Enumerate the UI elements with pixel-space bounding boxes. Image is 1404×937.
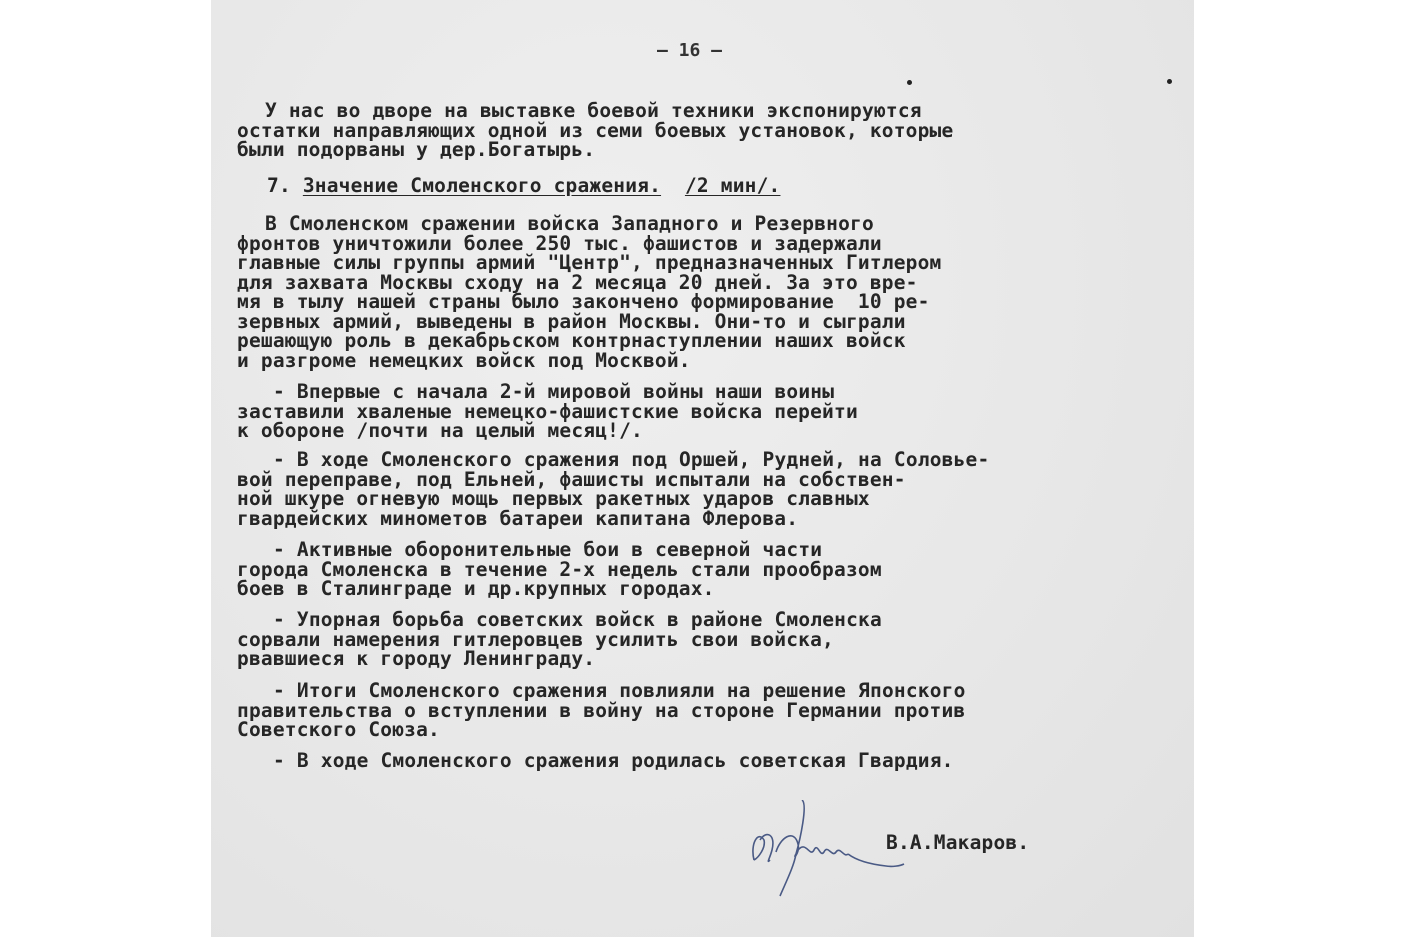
paragraph-japan	[237, 681, 966, 740]
text-line: - Итоги Смоленского сражения повлияли на решение Японского	[273, 679, 966, 702]
section-heading	[267, 176, 780, 196]
paragraph-katyusha	[237, 450, 989, 528]
text-line: - Активные оборонительные бои в северной части	[273, 538, 823, 561]
text-line: боев в Сталинграде и др.крупных городах.	[237, 577, 715, 600]
text-line: - В ходе Смоленского сражения родилась советская Гвардия.	[273, 749, 954, 772]
paragraph-leningrad	[237, 610, 882, 669]
signer-name: В.А.Макаров.	[886, 831, 1030, 854]
heading-number: 7.	[267, 174, 291, 197]
document-page	[211, 0, 1194, 937]
heading-title: Значение Смоленского сражения.	[302, 174, 662, 197]
text-line: главные силы группы армий "Центр", предназначенных Гитлером	[237, 251, 942, 274]
text-line: сорвали намерения гитлеровцев усилить свои войска,	[237, 627, 834, 651]
text-line: вой переправе, под Ельней, фашисты испытали на собствен-	[237, 467, 906, 491]
text-line: заставили хваленые немецко-фашистские войска перейти	[237, 399, 858, 423]
text-line: фронтов уничтожили более 250 тыс. фашистов и задержали	[237, 231, 882, 255]
text-line: и разгроме немецких войск под Москвой.	[237, 348, 691, 372]
text-line: для захвата Москвы сходу на 2 месяца 20 дней. За это вре-	[237, 270, 918, 294]
text-line: остатки направляющих одной из семи боевых установок, которые	[237, 118, 954, 142]
text-line: гвардейских минометов батареи капитана Флерова.	[237, 506, 799, 530]
handwritten-signature	[736, 800, 906, 900]
text-line: зервных армий, выведены в район Москвы. Они-то и сыграли	[237, 309, 906, 333]
paragraph-guard	[237, 751, 954, 771]
page-number: — 16 —	[657, 40, 723, 61]
signer-name-block	[886, 833, 1029, 853]
paper-mark	[1167, 79, 1172, 84]
heading-time: /2 мин/.	[684, 174, 781, 197]
paper-mark	[907, 80, 912, 85]
text-line: были подорваны у дер.Богатырь.	[237, 138, 596, 161]
text-line: решающую роль в декабрьском контрнаступлении наших войск	[237, 329, 906, 352]
text-line: правительства о вступлении в войну на стороне Германии против	[237, 698, 966, 722]
text-line: рвавшиеся к городу Ленинграду.	[237, 647, 596, 670]
paragraph-city-battles	[237, 540, 882, 599]
text-line: В Смоленском сражении войска Западного и Резервного	[265, 212, 874, 235]
text-line: мя в тылу нашей страны было закончено формирование 10 ре-	[237, 290, 930, 313]
text-line: города Смоленска в течение 2-х недель стали прообразом	[237, 557, 882, 581]
text-line: У нас во дворе на выставке боевой техники экспонируются	[265, 99, 922, 122]
text-line: к обороне /почти на целый месяц!/.	[237, 419, 643, 442]
paragraph-exhibit	[237, 101, 953, 160]
text-line: - Впервые с начала 2-й мировой войны наши воины	[273, 380, 835, 403]
paragraph-significance	[237, 214, 941, 370]
text-line: - Упорная борьба советских войск в районе Смоленска	[273, 608, 882, 631]
text-line: ной шкуре огневую мощь первых ракетных ударов славных	[237, 487, 870, 510]
paragraph-first-defense	[237, 382, 858, 441]
text-line: - В ходе Смоленского сражения под Оршей, Рудней, на Соловье-	[273, 448, 990, 471]
text-line: Советского Союза.	[237, 718, 440, 741]
